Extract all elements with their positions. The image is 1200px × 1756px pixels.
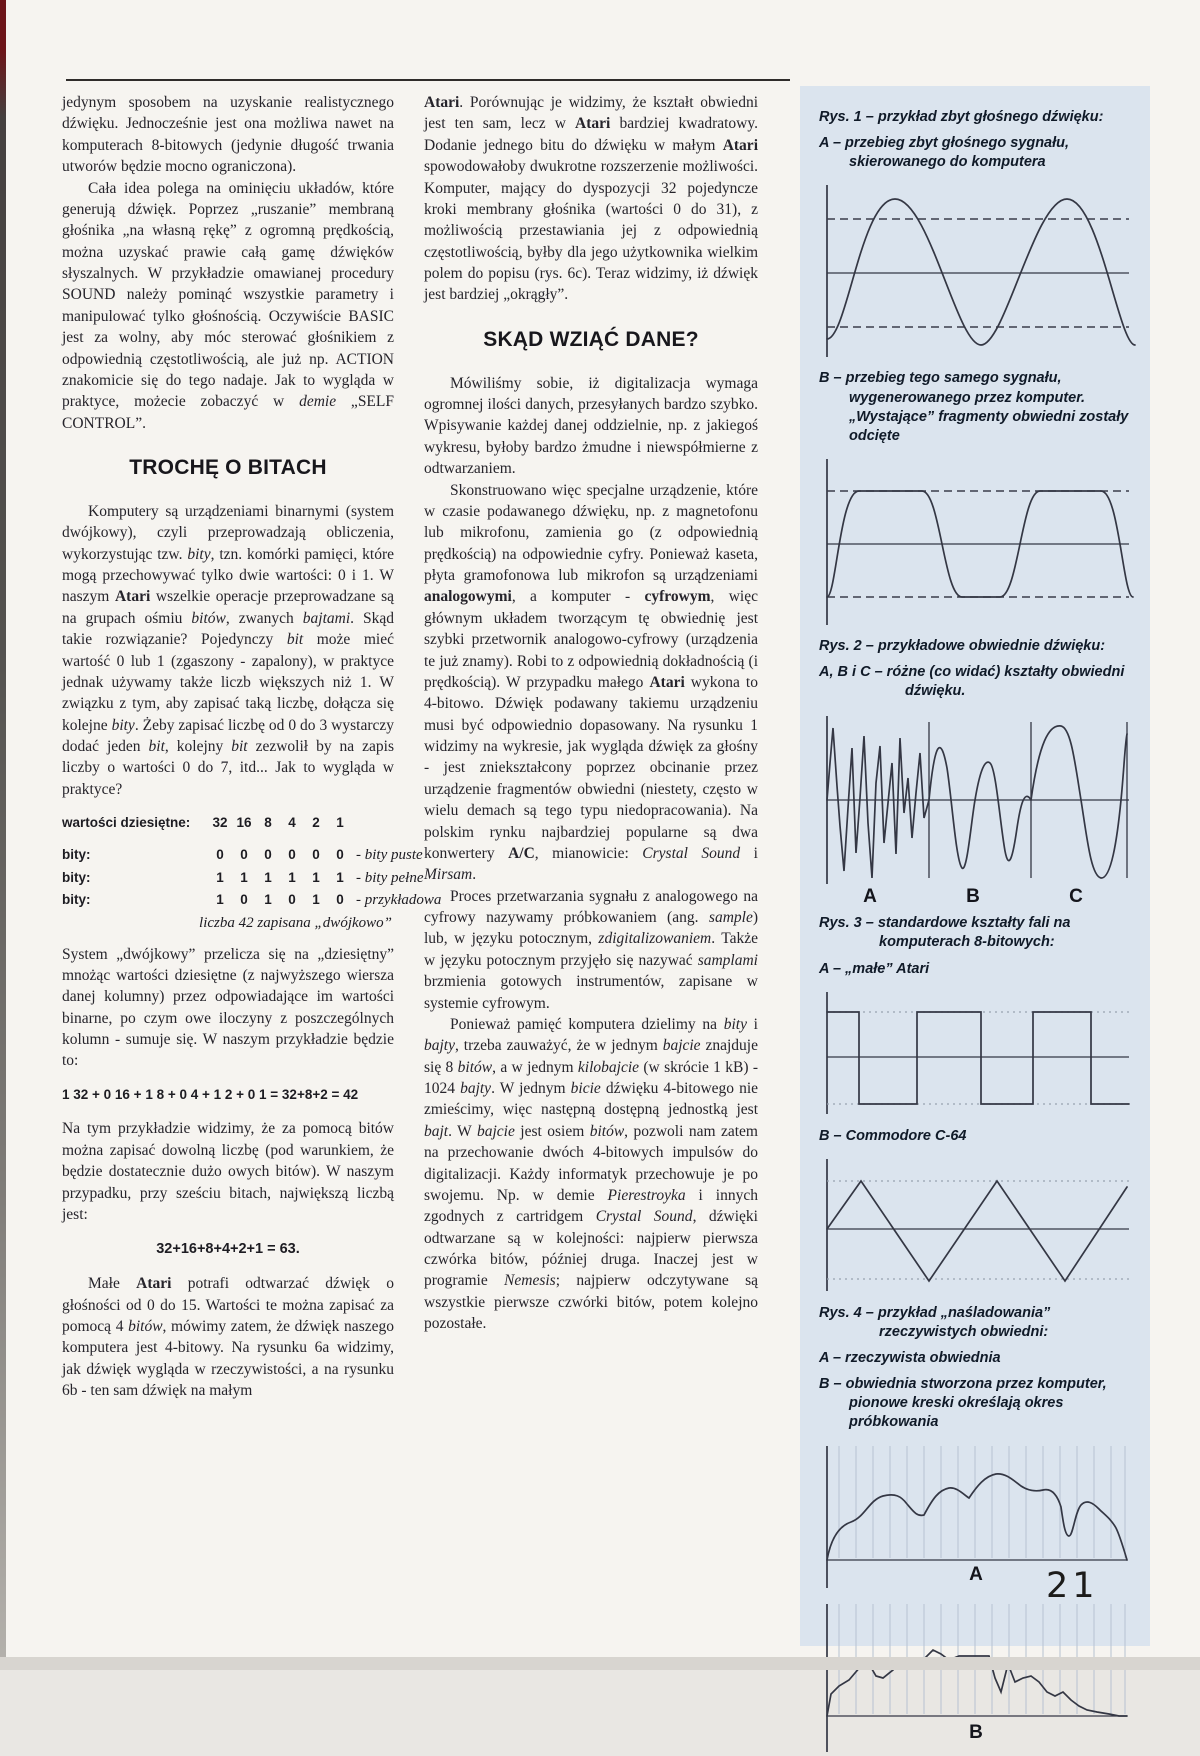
fig3-caption-b: B – Commodore C-64: [819, 1127, 967, 1144]
fig4-caption-b: B – obwiednia stworzona przez komputer, pionowe kreski określają okres próbkowania: [819, 1376, 1107, 1431]
paragraph-atari-continuation: Atari. Porównując je widzimy, że kształt obwiedni jest ten sam, lecz w Atari bardziej kwadratowy. Dodanie jednego bitu do dźwięku w małym Atari spowodowałoby dwukrotne rozszerzenie możliwości. Komputer, mający do dyspozycji 32 pojedyncze kroki membrany głośnika (wartości 0 do 31), z możliwością przestawiania jej z odpowiednią częstotliwością, byłby dla jego użytkownika wielkim polem do popisu (rys. 6c). Teraz widzimy, iż dźwięk jest bardziej „okrągły”.: [424, 94, 758, 304]
page-number: 21: [1046, 1566, 1099, 1606]
fig2-label-c: C: [1069, 886, 1085, 908]
fig1-waveform-a: [819, 179, 1131, 361]
fig2-label-a: A: [863, 886, 879, 908]
fig4-label-b: B: [969, 1721, 985, 1743]
bits-table-header-label: wartości dziesiętne:: [62, 815, 191, 831]
fig1-title: Rys. 1 – przykład zbyt głośnego dźwięku:: [819, 109, 1104, 125]
bits-table-header: wartości dziesiętne: 32 16 8 4 2 1: [62, 814, 394, 833]
fig3-triangle-wave: [819, 1153, 1131, 1296]
fig4-title: Rys. 4 – przykład „naśladowania” rzeczywistych obwiedni:: [819, 1304, 1051, 1340]
binary-sum-formula: 1 32 + 0 16 + 1 8 + 0 4 + 1 2 + 0 1 = 32+8+2 = 42: [62, 1086, 359, 1102]
section-heading-bits: TROCHĘ O BITACH: [129, 456, 327, 479]
fig4-label-a: A: [969, 1563, 985, 1585]
paragraph-system: System „dwójkowy” przelicza się na „dziesiętny” mnożąc wartości dziesiętne (z najwyższego wiersza danej kolumny) przez odpowiadające im wartości binarne, po czym owe iloczyny z poszczególnych kolumn - sumuje się. W naszym przykładzie będzie to:: [62, 945, 394, 1070]
section-heading-data: SKĄD WZIĄĆ DANE?: [483, 327, 699, 351]
fig2-label-b: B: [966, 886, 982, 908]
paragraph-bits: Komputery są urządzeniami binarnymi (system dwójkowy), czyli przeprowadzają obliczenia, wykorzystując tzw. bity, tzn. komórki pamięci, które mogą przechowywać tylko dwie wartości: 0 i 1. W naszym Atari wszelkie operacje przeprowadzane są na grupach ośmiu bitów, zwanych bajtami. Skąd takie rozwiązanie? Pojedynczy bit może mieć wartość 0 lub 1 (zgaszony - zapalony), w praktyce jednak używamy także liczb większych niż 1. W związku z tym, aby zapisać taką liczbę, dołącza się kolejne bity. Żeby zapisać liczbę od 0 do 3 wystarczy dodać jeden bit, kolejny bit zezwolił by na zapis liczby o wartości 0 do 7, itd... Jak to wygląda w praktyce?: [62, 502, 394, 798]
fig4-caption-a: A – rzeczywista obwiednia: [819, 1350, 1001, 1366]
left-column: [62, 92, 442, 1402]
fig2-envelope-shapes: [819, 708, 1131, 906]
fig3-title: Rys. 3 – standardowe kształty fali na komputerach 8-bitowych:: [819, 915, 1071, 951]
paragraph-skonstruowano: Skonstruowano więc specjalne urządzenie, które w czasie podawanego dźwięku, np. z magnetofonu lub mikrofonu, zamienia go (z odpowiednią prędkością) na odpowiednie cyfry. Ponieważ kaseta, płyta gramofonowa lub mikrofon są urządzeniami analogowymi, a komputer - cyfrowym, więc głównym układem tworzącym tę obwiednię jest szybki przetwornik analogowo-cyfrowy (urządzenia te już znamy). Robi to z odpowiednią dokładnością (i prędkością). W przypadku małego Atari wykona to 4-bitowo. Dźwięk podawany takiemu urządzeniu musi być odpowiednio dopasowany. Na rysunku 1 widzimy na wykresie, jak wygląda dźwięk za głośny - jest zniekształcony poprzez obcinanie przez urządzenie fragmentów obwiedni (niestety, często w wielu demach są tego typu niedopracowania). Na polskim rynku najbardziej popularne są dwa konwertery A/C, mianowicie: Crystal Sound i Mirsam.: [424, 481, 758, 884]
paragraph-idea: Cała idea polega na ominięciu układów, które generują dźwięk. Poprzez „ruszanie” membraną głośnika „na własną rękę” z ogromną prędkością, można uzyskać prawie całą gamę dźwięków słyszalnych. W przykładzie omawianej procedury SOUND należy pominąć wszystkie parametry i manipulować tylko głośnością. Oczywiście BASIC jest za wolny, aby móc sterować głośnikiem z odpowiednią częstotliwością, ale już np. ACTION znakomicie się do tego nadaje. Jak to wygląda w praktyce, możecie zobaczyć w demie „SELF CONTROL”.: [62, 179, 394, 432]
fig4-computer-envelope: [819, 1598, 1131, 1756]
page-edge-strip: [0, 0, 6, 1670]
fig3-square-wave: [819, 986, 1131, 1119]
bits-table-row: bity: 1 1 1 1 1 1 - bity pełne: [62, 869, 424, 886]
paragraph-proces: Proces przetwarzania sygnału z analogowego na cyfrowy nazywamy próbkowaniem (ang. sample) lub, w języku potocznym, zdigitalizowaniem. Także w języku potocznym przyjęło się nazywać samplami brzmienia gotowych instrumentów, zapisane w systemie cyfrowym.: [424, 887, 758, 1012]
max-value-formula: 32+16+8+4+2+1 = 63.: [156, 1241, 300, 1258]
bits-table-row-continuation: liczba 42 zapisana „dwójkowo”: [199, 914, 392, 931]
bits-table: [62, 814, 442, 933]
paragraph-intro: jedynym sposobem na uzyskanie realistycznego dźwięku. Jednocześnie jest ona możliwa nawet na komputerach 8-bitowych (jedynie długość trwania utworów będzie mocno ograniczona).: [62, 94, 394, 176]
paragraph-atari-sound: Małe Atari potrafi odtwarzać dźwięk o głośności od 0 do 15. Wartości te można zapisać za pomocą 4 bitów, mówimy zatem, że dźwięk naszego komputera jest 4-bitowy. Na rysunku 6a widzimy, jak dźwięk wygląda w rzeczywistości, a na rysunku 6b - ten sam dźwięk na małym: [62, 1275, 394, 1400]
paragraph-mowilismy: Mówiliśmy sobie, iż digitalizacja wymaga ogromnej ilości danych, przesyłanych bardzo szybko. Wpisywanie każdej danej oddzielnie, np. z jakiegoś wykresu, byłoby bardzo żmudne i niewspółmierne z odtwarzaniem.: [424, 374, 758, 478]
paragraph-poniewaz: Ponieważ pamięć komputera dzielimy na bity i bajty, trzeba zauważyć, że w jednym bajcie znajduje się 8 bitów, a w jednym kilobajcie (w skrócie 1 kB) - 1024 bajty. W jednym bicie dźwięku 4-bitowego nie zmieścimy, więc następną dostępną jednostką jest bajt. W bajcie jest osiem bitów, pozwoli nam zatem na przechowanie dwóch 4-bitowych impulsów do digitalizacji. Każdy informatyk przechowuje je po swojemu. Np. w demie Pierestroyka i innych zgodnych z cartridgem Crystal Sound, dźwięki odtwarzane są w kolejności: najpierw pierwsza czwórka bitów, później druga. Inaczej jest w programie Nemesis; najpierw odczytywane są wszystkie pierwsze czwórki bitów, potem kolejno pozostałe.: [424, 1015, 759, 1333]
page-bottom-edge: [0, 1657, 1200, 1670]
fig2-caption: A, B i C – różne (co widać) kształty obwiedni dźwięku.: [819, 664, 1125, 700]
bits-table-row: bity: 1 0 1 0 1 0 - przykładowa: [62, 892, 442, 909]
fig1-caption-b: B – przebieg tego samego sygnału, wygenerowanego przez komputer. „Wystające” fragmenty obwiedni zostały odcięte: [819, 370, 1129, 444]
sampling-gridlines: [839, 1446, 1125, 1558]
fig2-title: Rys. 2 – przykładowe obwiednie dźwięku:: [819, 637, 1106, 654]
bits-table-row: bity: 0 0 0 0 0 0 - bity puste: [62, 846, 423, 863]
top-divider-rule: [66, 79, 790, 81]
paragraph-example: Na tym przykładzie widzimy, że za pomocą bitów można zapisać dowolną liczbę (pod warunkiem, że będzie dostatecznie dużo owych bitów). W naszym przypadku, przy sześciu bitach, największą liczbą jest:: [62, 1120, 394, 1223]
middle-column: [424, 92, 758, 1335]
fig1-waveform-b: [819, 453, 1131, 629]
figures-panel: [800, 86, 1150, 1743]
fig3-caption-a: A – „małe” Atari: [819, 960, 930, 977]
fig1-caption-a: A – przebieg zbyt głośnego sygnału, skierowanego do komputera: [819, 135, 1070, 171]
